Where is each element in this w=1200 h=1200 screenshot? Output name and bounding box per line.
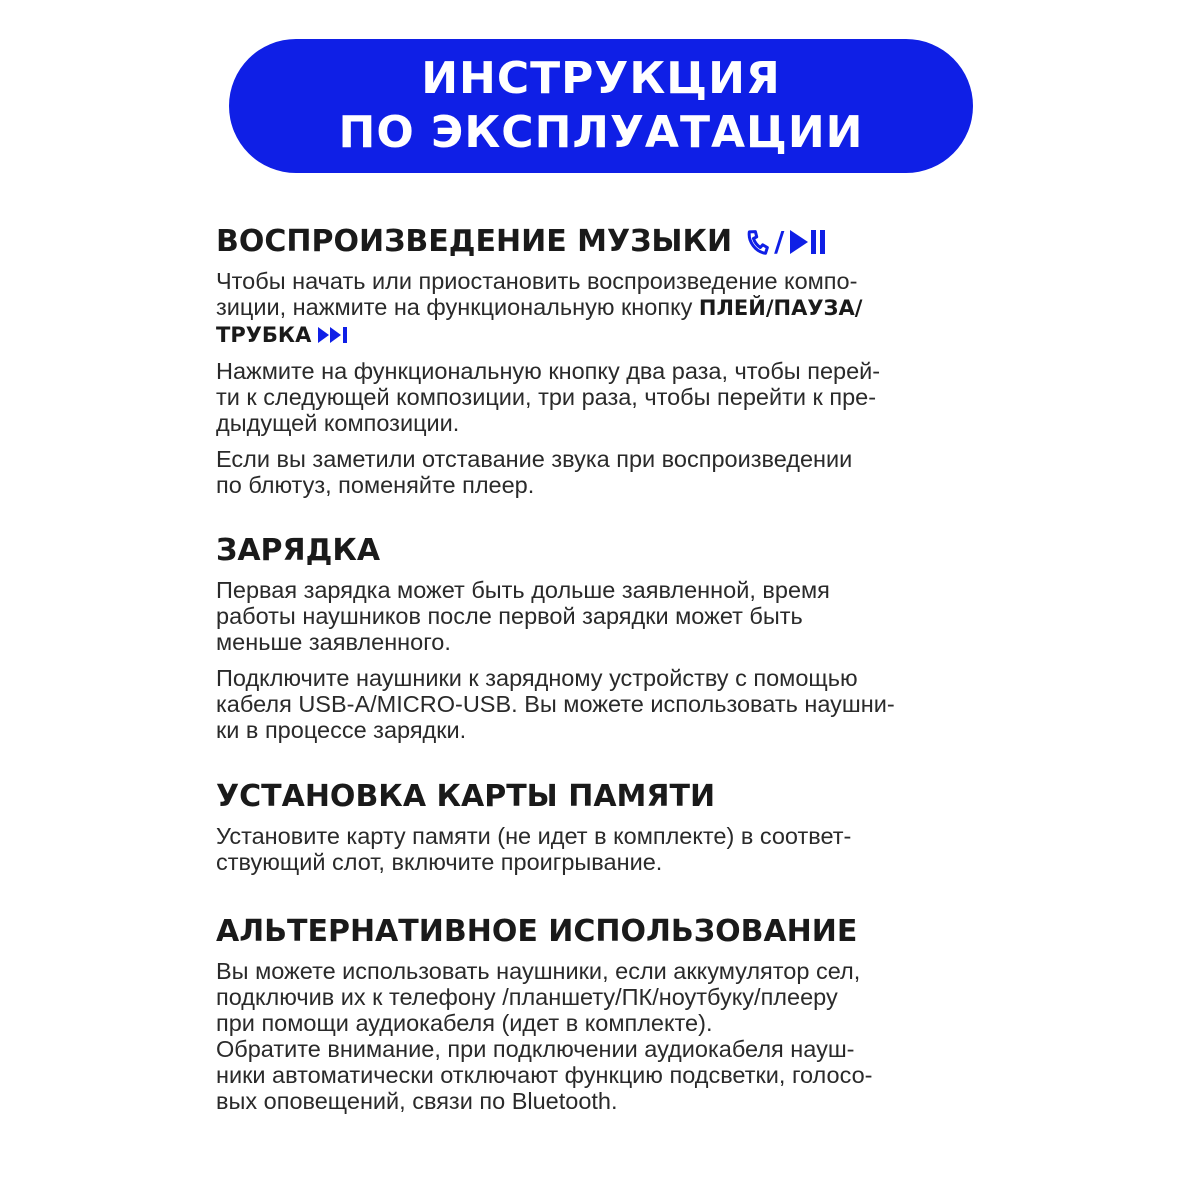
text-line: ки в процессе зарядки. (216, 717, 467, 743)
text-line: вых оповещений, связи по Bluetooth. (216, 1088, 618, 1114)
instructions-content (216, 222, 1006, 1144)
text-line: Обратите внимание, при подключении аудиокабеля науш- (216, 1036, 855, 1062)
fast-forward-icon (317, 325, 349, 345)
charging-paragraph-1 (216, 577, 1006, 655)
text-line: подключив их к телефону /планшету/ПК/ноутбуку/плееру (216, 984, 838, 1010)
section-memory-card (216, 777, 1006, 875)
text-line: при помощи аудиокабеля (идет в комплекте). (216, 1010, 713, 1036)
text-line: по блютуз, поменяйте плеер. (216, 472, 535, 498)
text-line: Вы можете использовать наушники, если аккумулятор сел, (216, 958, 861, 984)
text-line: Нажмите на функциональную кнопку два раза, чтобы перей- (216, 358, 881, 384)
text-line: Если вы заметили отставание звука при воспроизведении (216, 446, 853, 472)
text-line: Чтобы начать или приостановить воспроизведение компо- (216, 268, 858, 294)
text-line: Установите карту памяти (не идет в комплекте) в соответ- (216, 823, 852, 849)
alternative-use-paragraph (216, 958, 1006, 1114)
icon-separator: / (774, 225, 785, 258)
section-heading (216, 912, 1006, 952)
memory-card-title: УСТАНОВКА КАРТЫ ПАМЯТИ (216, 779, 716, 814)
play-pause-label: ПЛЕЙ/ПАУЗА/ (698, 296, 863, 320)
text-line: Подключите наушники к зарядному устройству с помощью (216, 665, 858, 691)
section-music-playback (216, 222, 1006, 498)
handset-label: ТРУБКА (216, 323, 312, 347)
text-line: ствующий слот, включите проигрывание. (216, 849, 663, 875)
section-heading (216, 777, 1006, 817)
music-playback-title: ВОСПРОИЗВЕДЕНИЕ МУЗЫКИ (216, 224, 733, 259)
text-line (216, 321, 1006, 348)
text-line: меньше заявленного. (216, 629, 451, 655)
heading-icons (744, 225, 828, 258)
music-paragraph-2 (216, 358, 1006, 436)
memory-card-paragraph (216, 823, 1006, 875)
text-line: дыдущей композиции. (216, 410, 460, 436)
section-heading (216, 531, 1006, 571)
section-alternative-use (216, 912, 1006, 1114)
text-line: ти к следующей композиции, три раза, чтобы перейти к пре- (216, 384, 877, 410)
title-line-1: ИНСТРУКЦИЯ (421, 53, 781, 104)
music-paragraph-3 (216, 446, 1006, 498)
title-line-2: ПО ЭКСПЛУАТАЦИИ (338, 107, 864, 158)
section-heading (216, 222, 1006, 262)
section-charging (216, 531, 1006, 743)
text-line: Первая зарядка может быть дольше заявленной, время (216, 577, 830, 603)
alternative-use-title: АЛЬТЕРНАТИВНОЕ ИСПОЛЬЗОВАНИЕ (216, 914, 858, 949)
charging-paragraph-2 (216, 665, 1006, 743)
text-line (216, 294, 1006, 321)
play-pause-icon (788, 228, 828, 256)
charging-title: ЗАРЯДКА (216, 533, 381, 568)
text-line: ники автоматически отключают функцию подсветки, голосо- (216, 1062, 873, 1088)
title-banner (229, 39, 973, 173)
music-paragraph-1 (216, 268, 1006, 348)
text-line: кабеля USB-A/MICRO-USB. Вы можете использовать наушни- (216, 691, 895, 717)
phone-handset-icon (744, 229, 770, 255)
text-line: работы наушников после первой зарядки может быть (216, 603, 803, 629)
text-fragment: зиции, нажмите на функциональную кнопку (216, 294, 699, 320)
